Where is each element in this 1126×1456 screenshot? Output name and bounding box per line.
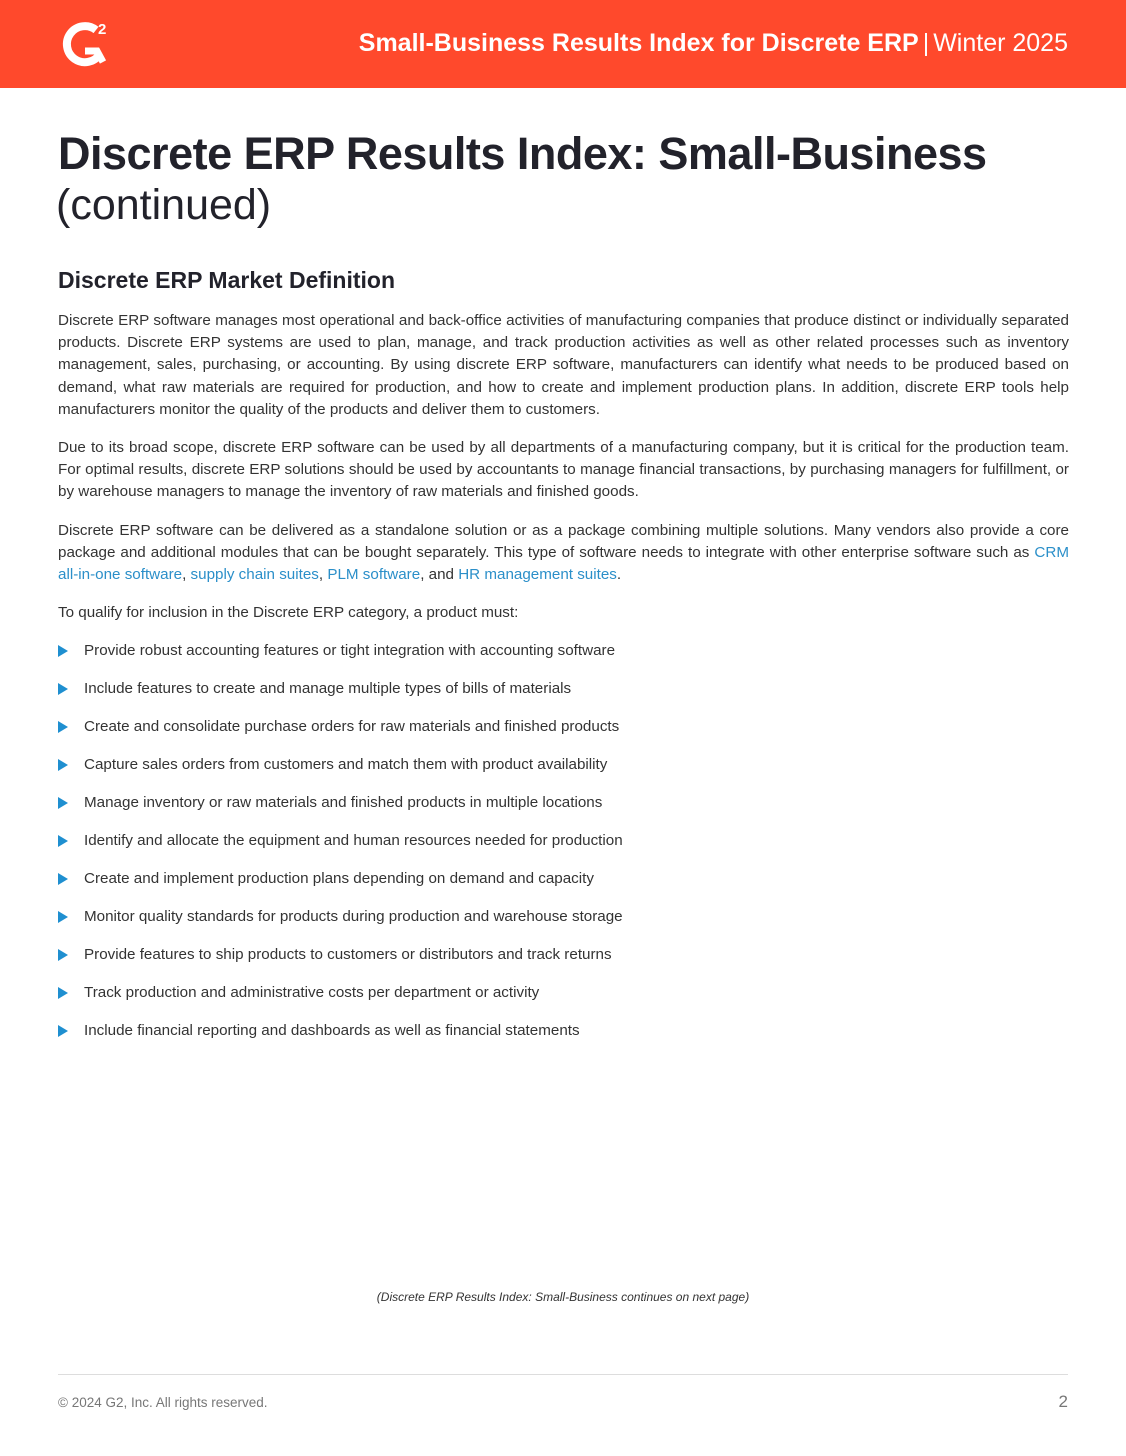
criteria-text: Include financial reporting and dashboards as well as financial statements [84,1022,580,1040]
triangle-bullet-icon [58,835,68,847]
copyright-text: © 2024 G2, Inc. All rights reserved. [58,1395,268,1410]
triangle-bullet-icon [58,873,68,885]
triangle-bullet-icon [58,645,68,657]
page-subtitle: (continued) [56,181,272,229]
criteria-item [58,982,1069,1020]
criteria-text: Provide features to ship products to customers or distributors and track returns [84,946,612,964]
criteria-text: Monitor quality standards for products during production and warehouse storage [84,908,623,926]
criteria-list [58,640,1069,1058]
section-heading: Discrete ERP Market Definition [58,267,396,293]
criteria-text: Create and implement production plans depending on demand and capacity [84,870,594,888]
link-separator: , and [420,566,459,584]
paragraph-3-text: Discrete ERP software can be delivered as a standalone solution or as a package combining multiple solutions. Many vendors also provide a core package and additional modules that can be bought separately. This type of software needs to integrate with other enterprise software such as [58,521,1069,561]
criteria-item [58,906,1069,944]
page-number: 2 [1058,1392,1068,1411]
report-season: Winter 2025 [933,29,1068,57]
link-hr-management-suites[interactable]: HR management suites [458,566,617,584]
link-supply-chain-suites[interactable]: supply chain suites [190,566,319,584]
criteria-item [58,754,1069,792]
footer-divider [58,1374,1068,1375]
link-separator: , [318,566,328,584]
criteria-text: Manage inventory or raw materials and finished products in multiple locations [84,794,603,812]
definition-paragraph-1: Discrete ERP software manages most operational and back-office activities of manufacturing companies that produce distinct or individually separated products. Discrete ERP systems are used to plan, manage, and track production activities as well as other related processes such as inventory management, sales, purchasing, or accounting. By using discrete ERP software, manufacturers can identify what needs to be produced based on demand, what raw materials are required for production, and how to create and implement production plans. In addition, discrete ERP tools help manufacturers monitor the quality of the products and deliver them to customers. [58,312,1069,418]
criteria-text: Create and consolidate purchase orders for raw materials and finished products [84,718,620,736]
report-title [359,26,1068,60]
criteria-item [58,1020,1069,1058]
link-crm-all-in-one-software[interactable]: CRM all-in-one software [58,543,1069,584]
criteria-text: Include features to create and manage multiple types of bills of materials [84,680,572,698]
criteria-item [58,944,1069,982]
continuation-note: (Discrete ERP Results Index: Small-Business continues on next page) [376,1290,750,1304]
link-separator: , [182,566,191,584]
criteria-text: Track production and administrative costs per department or activity [84,984,540,1002]
paragraph-3-end: . [616,566,622,584]
svg-text:2: 2 [98,21,107,38]
criteria-item [58,716,1069,754]
g2-logo-icon [58,18,114,70]
triangle-bullet-icon [58,987,68,999]
criteria-text: Capture sales orders from customers and match them with product availability [84,756,608,774]
report-title-main: Small-Business Results Index for Discrete ERP [358,29,919,57]
triangle-bullet-icon [58,949,68,961]
link-plm-software[interactable]: PLM software [327,566,421,584]
page-header [0,0,1126,88]
triangle-bullet-icon [58,683,68,695]
criteria-text: Identify and allocate the equipment and human resources needed for production [84,832,623,850]
criteria-item [58,792,1069,830]
triangle-bullet-icon [58,759,68,771]
triangle-bullet-icon [58,1025,68,1037]
section-content [58,310,1069,1058]
criteria-item [58,868,1069,906]
definition-paragraph-3 [58,520,1069,587]
triangle-bullet-icon [58,721,68,733]
qualification-intro: To qualify for inclusion in the Discrete ERP category, a product must: [58,604,519,622]
criteria-item [58,678,1069,716]
report-title-separator: | [922,29,930,57]
criteria-item [58,830,1069,868]
criteria-item [58,640,1069,678]
triangle-bullet-icon [58,797,68,809]
triangle-bullet-icon [58,911,68,923]
page-title: Discrete ERP Results Index: Small-Business [58,128,987,179]
definition-paragraph-2: Due to its broad scope, discrete ERP software can be used by all departments of a manufacturing company, but it is critical for the production team. For optimal results, discrete ERP solutions should be used by accountants to manage financial transactions, by purchasing managers for fulfillment, or by warehouse managers to manage the inventory of raw materials and finished goods. [58,439,1069,501]
criteria-text: Provide robust accounting features or tight integration with accounting software [84,642,616,660]
